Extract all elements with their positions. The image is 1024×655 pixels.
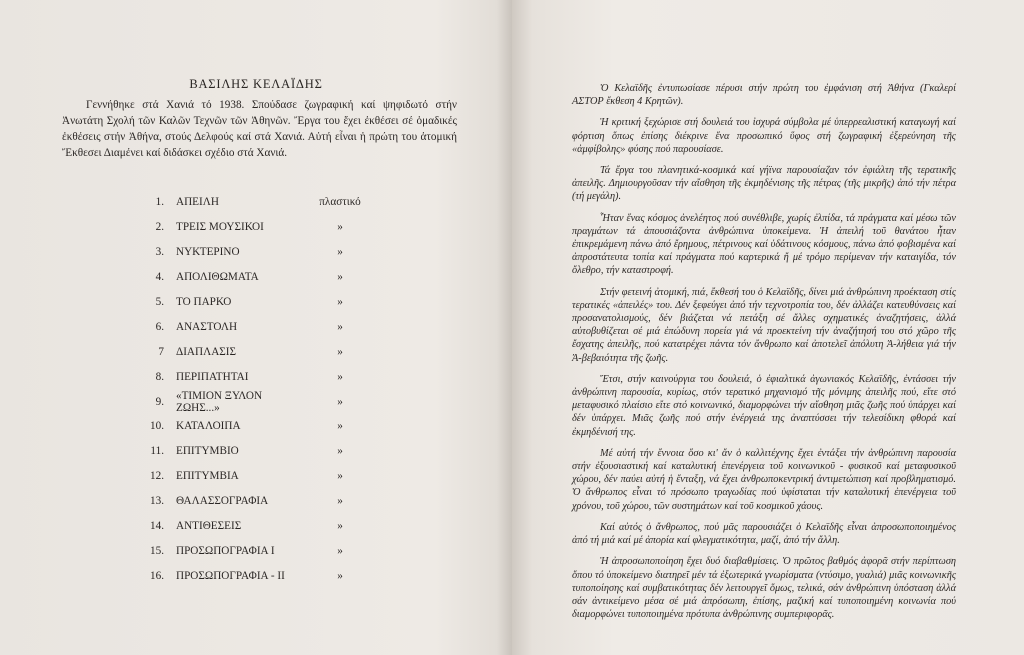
work-title: ΕΠΙΤΥΜΒΙΟ: [176, 445, 239, 458]
work-medium: »: [337, 370, 343, 383]
work-title: ΝΥΚΤΕΡΙΝΟ: [176, 246, 240, 259]
work-list-item: [120, 414, 380, 439]
works-list: [120, 190, 380, 588]
essay-paragraph: Ἡ κριτική ξεχώρισε στή δουλειά του ἰσχυρά σύμβολα μέ ὑπερρεαλιστική καταγωγή καί φόρτιση ὅπως ἐπίσης διέκρινε ἕνα προσωπικό ὕφος στή ζωγραφική ἐξερεύνηση τῆς «ἀμφίβολης» φύσης πού παρουσίασε.: [572, 117, 956, 155]
work-list-item: [120, 290, 380, 315]
essay-paragraph: Ἔτσι, στήν καινούργια του δουλειά, ὁ ἐφιαλτικά ἀγωνιακός Κελαϊδῆς, ἐντάσσει τήν ἀνθρώπινη παρουσία, κυρίως, στόν τερατικό μηχανισμό τῆς μόνιμης ἀπειλῆς πού, εἴτε στό μεταφυσικό πλαίσιο εἴτε στό κοινωνικό, διαμορφώνει τήν αἴσθηση μιᾶς ζωῆς πού ὑπάρχει καί δέν ὑπάρχει. Μιᾶς ζωῆς πού στήν ἐνέργειά της ἀναπτύσσει τήν τελεσίδικη φθορά καί ἐκμηδένισή της.: [572, 373, 956, 438]
work-title: ΑΠΕΙΛΗ: [176, 196, 219, 209]
work-medium: »: [337, 246, 343, 259]
work-number: 3.: [155, 246, 164, 259]
work-number: 11.: [150, 445, 164, 458]
work-medium: »: [337, 495, 343, 508]
work-title: ΠΡΟΣΩΠΟΓΡΑΦΙΑ Ι: [176, 544, 275, 557]
work-medium: »: [337, 271, 343, 284]
work-title: «ΤΙΜΙΟΝ ΞΥΛΟΝ ΖΩΗΣ...»: [176, 389, 263, 414]
essay-paragraph: Στήν φετεινή ἀτομική, πιά, ἔκθεσή του ὁ Κελαϊδῆς, δίνει μιά ἀνθρώπινη προέκταση στίς τερατικές «ἀπειλές» του. Δέν ξεφεύγει ἀπό τήν τεχνοτροπία του, δέν ἀλλάζει κατευθύνσεις καί προσανατολισμούς, δέν βιάζεται νά πετάξη σέ ἄλλες σχηματικές ἀναζητήσεις, ἀλλά αὐτοβυθίζεται σέ μιά ἐπώδυνη πορεία γιά νά προεκτείνη τήν ἀναζήτησή του στό χῶρο τῆς ἔσχατης ἀπειλῆς, πού κατατρέχει πάντα τόν ἄνθρωπο καί ἀποτελεῖ ἀπόλυτη Ἀ-λήθεια γιά τήν Ἀ-βεβαιότητα τῆς ζωῆς.: [572, 286, 956, 364]
essay-paragraph: Καί αὐτός ὁ ἄνθρωπος, πού μᾶς παρουσιάζει ὁ Κελαϊδῆς εἶναι ἀπροσωποποιημένος ἀπό τή μιά καί μέ ἀπορία καί φλεγματικότητα, μαζί, ἀπό τήν ἄλλη.: [572, 521, 956, 547]
work-title: ΤΟ ΠΑΡΚΟ: [176, 296, 232, 308]
work-list-item: [120, 364, 380, 389]
work-number: 15.: [150, 544, 164, 557]
work-medium: »: [337, 470, 343, 483]
work-number: 5.: [155, 296, 164, 308]
work-medium: »: [337, 420, 343, 433]
work-number: 16.: [150, 569, 164, 582]
work-number: 10.: [150, 420, 164, 433]
work-medium: »: [337, 544, 343, 557]
work-list-item: [120, 265, 380, 290]
work-medium: »: [337, 296, 343, 308]
right-page: [512, 0, 1024, 655]
artist-name-heading: ΒΑΣΙΛΗΣ ΚΕΛΑΪΔΗΣ: [189, 77, 323, 91]
work-number: 7: [158, 345, 164, 358]
work-medium: »: [337, 221, 343, 234]
work-medium: »: [337, 520, 343, 533]
essay-paragraph: Ἦταν ἕνας κόσμος ἀνελέητος πού συνέθλιβε, χωρίς ἐλπίδα, τά πράγματα καί μέσω τῶν πραγμάτων τά ἀπουσιάζοντα ἀνθρώπινα ὑποκείμενα. Ἡ ἀπειλή τοῦ θανάτου ἦταν ἐπικρεμάμενη πάνω ἀπό ἔρημους, πέτρινους καί ὑδάτινους κόσμους, πάνω ἀπό φοβισμένα καί ἀπροστάτευτα τοπία καί πράγματα πού καρτερικά ἤ μέ τρόμο περίμεναν τήν καταιγίδα, τόν ὄλεθρο, τήν καταστροφή.: [572, 212, 956, 277]
work-list-item: [120, 489, 380, 514]
work-title: ΔΙΑΠΛΑΣΙΣ: [176, 345, 237, 358]
work-list-item: [120, 538, 380, 563]
critical-essay: [572, 82, 956, 629]
work-number: 1.: [155, 196, 164, 209]
work-list-item: [120, 514, 380, 539]
work-list-item: [120, 339, 380, 364]
work-title: ΚΑΤΑΛΟΙΠΑ: [176, 420, 241, 433]
work-medium: »: [337, 569, 343, 582]
work-list-item: [120, 240, 380, 265]
work-number: 14.: [150, 520, 164, 533]
work-title: ΠΡΟΣΩΠΟΓΡΑΦΙΑ - ΙΙ: [176, 569, 285, 582]
work-title: ΕΠΙΤΥΜΒΙΑ: [176, 470, 239, 483]
work-medium: »: [337, 445, 343, 458]
work-list-item: [120, 464, 380, 489]
work-medium: »: [337, 320, 343, 333]
work-title: ΑΝΤΙΘΕΣΕΙΣ: [176, 520, 242, 533]
work-list-item: [120, 190, 380, 215]
essay-paragraph: Μέ αὐτή τήν ἔννοια ὅσο κι' ἄν ὁ καλλιτέχνης ἔχει ἐντάξει τήν ἀνθρώπινη παρουσία στήν ἐξουσιαστική καί καταλυτική ἐπενέργεια τοῦ κοινωνικοῦ - φυσικοῦ καί μεταφυσικοῦ χώρου, δέν παύει αὐτή ἡ ἔνταξη, νά ἔχει ἀνθρωποκεντρική ἀντιμετώπιση καί προβληματισμό. Ὁ ἄνθρωπος εἶναι τό πρόσωπο τραγωδίας πού ὑφίσταται τήν καταλυτική ἐπενέργεια τοῦ χρόνου, τοῦ χώρου, τῶν συστημάτων καί τοῦ κοσμικοῦ χάους.: [572, 447, 956, 512]
work-title: ΑΠΟΛΙΘΩΜΑΤΑ: [176, 271, 259, 284]
work-title: ΤΡΕΙΣ ΜΟΥΣΙΚΟΙ: [176, 221, 264, 234]
essay-paragraph: Τά ἔργα του πλανητικά-κοσμικά καί γήϊνα παρουσίαζαν τόν ἐφιάλτη τῆς τερατικῆς ἀπειλῆς. Δημιουργοῦσαν τήν αἴσθηση τῆς ἐκμηδένισης τῆς πέτρας (τῆς μικρῆς) ἀπό τήν πέτρα (τή μεγάλη).: [572, 165, 956, 203]
work-list-item: [120, 314, 380, 339]
work-list-item: [120, 389, 380, 414]
work-number: 4.: [155, 271, 164, 284]
work-title: ΘΑΛΑΣΣΟΓΡΑΦΙΑ: [176, 495, 269, 508]
work-list-item: [120, 439, 380, 464]
work-number: 8.: [155, 370, 164, 383]
work-medium: »: [337, 395, 343, 408]
work-number: 2.: [155, 221, 164, 234]
work-number: 6.: [155, 320, 164, 333]
work-title: ΠΕΡΙΠΑΤΗΤΑΙ: [176, 370, 249, 383]
work-list-item: [120, 563, 380, 588]
work-number: 12.: [150, 470, 164, 483]
work-number: 9.: [155, 395, 164, 408]
work-title: ΑΝΑΣΤΟΛΗ: [176, 320, 238, 333]
work-medium: »: [337, 345, 343, 358]
work-medium: πλαστικό: [319, 196, 361, 209]
work-list-item: [120, 215, 380, 240]
work-number: 13.: [150, 495, 164, 508]
essay-paragraph: Ὁ Κελαϊδῆς ἐντυπωσίασε πέρυσι στήν πρώτη του ἐμφάνιση στή Ἀθήνα (Γκαλερί ΑΣΤΟΡ ἔκθεση 4 Κρητῶν).: [572, 83, 956, 108]
essay-paragraph: Ἡ ἀπροσωποποίηση ἔχει δυό διαβαθμίσεις. Ὁ πρῶτος βαθμός ἀφορᾶ στήν περίπτωση ὅπου τό ὑποκείμενο διατηρεῖ μέν τά ἐξωτερικά γνωρίσματα (ντύσιμο, γυαλιά) μιᾶς κοινωνικῆς τυποποίησης καί συμβατικότητας δέν λειτουργεῖ ὅμως, τελικά, σάν ἀνθρώπινη ὑπόσταση ἀλλά σάν ἀντικείμενο μέσα σέ μιά ἀπρόσωπη, ἐπίσης, μαζική καί τυποποιημένη κοινωνία πού διαμορφώνει τυποποιημένα πρότυπα ἀνθρώπινης συμπεριφορᾶς.: [572, 556, 956, 621]
artist-biography: Γεννήθηκε στά Χανιά τό 1938. Σπούδασε ζωγραφική καί ψηφιδωτό στήν Ἀνωτάτη Σχολή τῶν Καλῶν Τεχνῶν τῶν Ἀθηνῶν. Ἔργα του ἔχει ἐκθέσει σέ ὁμαδικές ἐκθέσεις στήν Ἀθήνα, στούς Δελφούς καί στά Χανιά. Αὐτή εἶναι ἡ πρώτη του ἀτομική Ἔκθεσει Διαμένει καί διδάσκει σχέδιο στά Χανιά.: [62, 99, 457, 159]
